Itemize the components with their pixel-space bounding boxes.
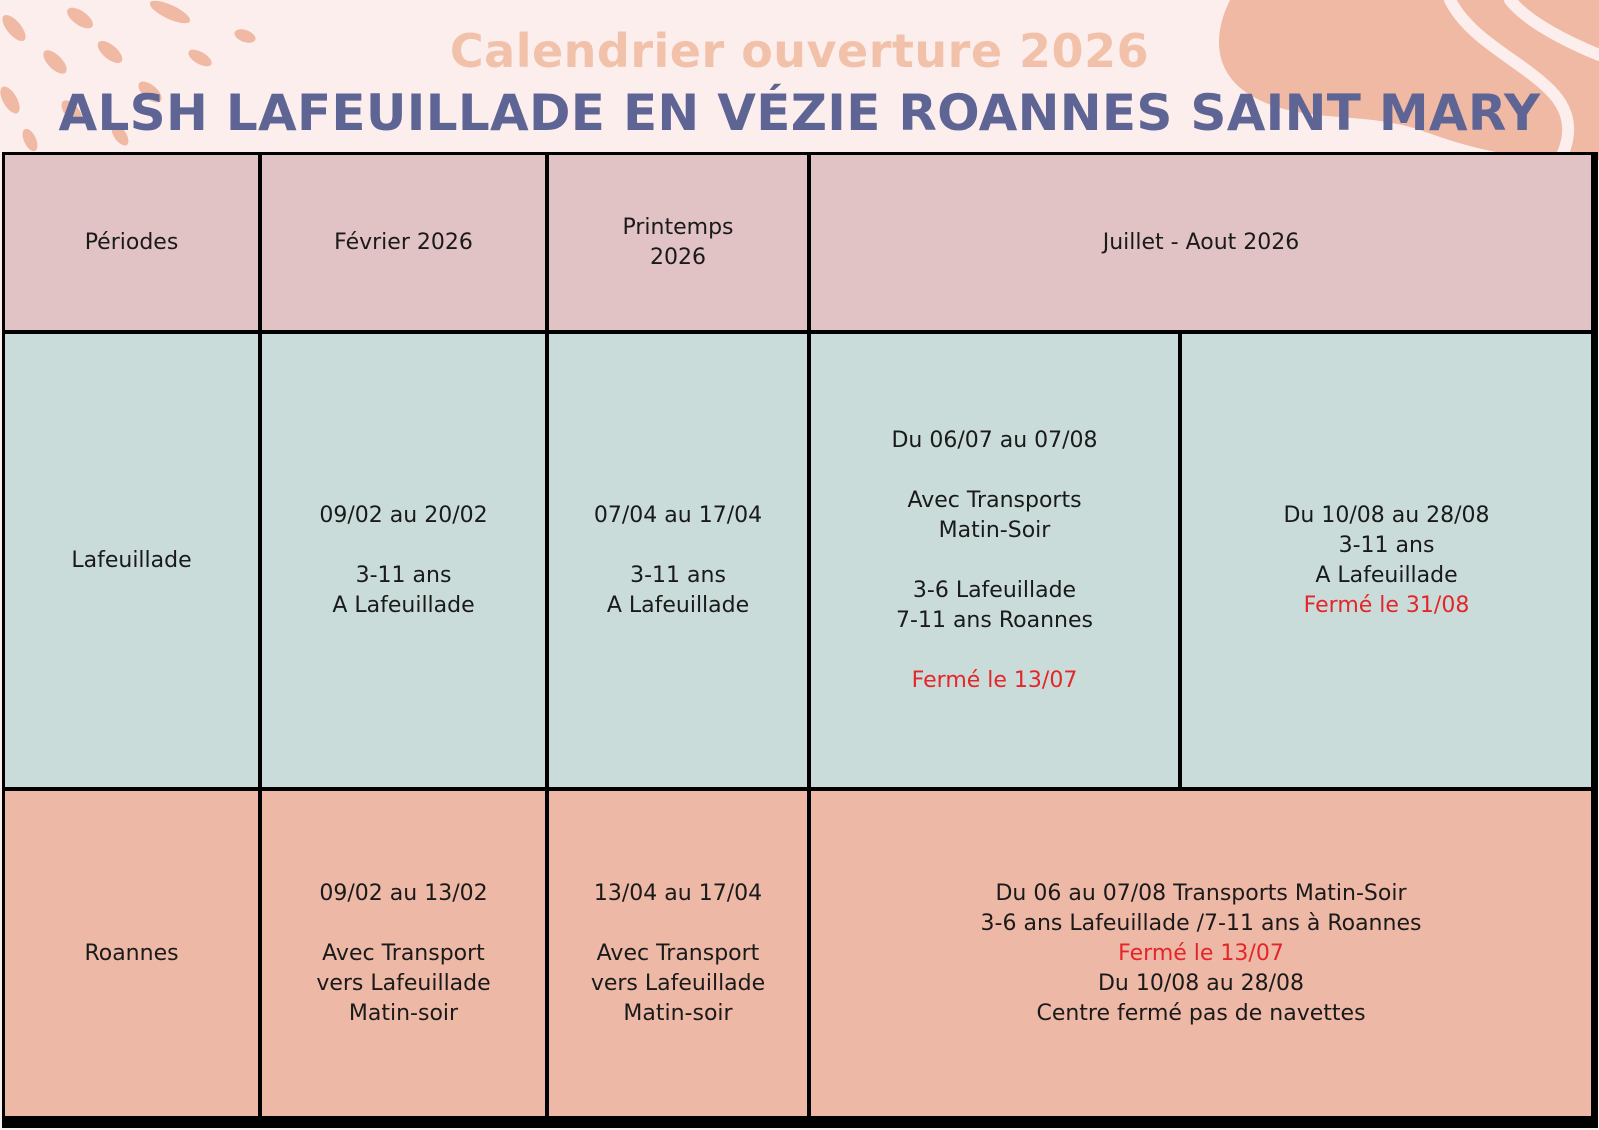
lafeuillade-printemps-lieu: A Lafeuillade bbox=[606, 592, 750, 618]
lafeuillade-aout-dates: Du 10/08 au 28/08 bbox=[1283, 502, 1490, 528]
lafeuillade-fevrier-cell bbox=[262, 334, 545, 787]
roannes-ete-line-2: 3-6 ans Lafeuillade /7-11 ans à Roannes bbox=[980, 910, 1422, 936]
roannes-ete-line-5: Centre fermé pas de navettes bbox=[1036, 1000, 1366, 1026]
header-printemps-label-2: 2026 bbox=[650, 244, 706, 270]
lafeuillade-aout-lieu: A Lafeuillade bbox=[1315, 562, 1458, 588]
roannes-fevrier-cell bbox=[262, 791, 545, 1116]
calendar-table bbox=[2, 152, 1598, 1128]
header-periodes-label: Périodes bbox=[84, 229, 179, 255]
lafeuillade-juillet-groupe-1: 3-6 Lafeuillade bbox=[912, 577, 1077, 603]
lafeuillade-aout-ages: 3-11 ans bbox=[1338, 532, 1435, 558]
roannes-ete-line-4: Du 10/08 au 28/08 bbox=[1097, 970, 1305, 996]
lafeuillade-juillet-transport-1: Avec Transports bbox=[907, 487, 1082, 513]
roannes-printemps-dates: 13/04 au 17/04 bbox=[593, 880, 763, 906]
lafeuillade-aout-cell bbox=[1182, 334, 1591, 787]
roannes-ete-ferme: Fermé le 13/07 bbox=[1118, 940, 1284, 966]
page-header bbox=[0, 0, 1599, 152]
lafeuillade-juillet-groupe-2: 7-11 ans Roannes bbox=[896, 607, 1093, 633]
lafeuillade-printemps-dates: 07/04 au 17/04 bbox=[593, 502, 763, 528]
lafeuillade-label: Lafeuillade bbox=[71, 547, 192, 573]
page-title: ALSH LAFEUILLADE EN VÉZIE ROANNES SAINT MARY bbox=[58, 84, 1541, 142]
lafeuillade-printemps-cell bbox=[549, 334, 807, 787]
roannes-fevrier-transport-2: vers Lafeuillade bbox=[316, 970, 491, 996]
lafeuillade-juillet-transport-2: Matin-Soir bbox=[938, 517, 1051, 543]
lafeuillade-fevrier-dates: 09/02 au 20/02 bbox=[319, 502, 488, 528]
roannes-label: Roannes bbox=[84, 940, 179, 966]
roannes-ete-line-1: Du 06 au 07/08 Transports Matin-Soir bbox=[995, 880, 1407, 906]
roannes-printemps-transport-3: Matin-soir bbox=[623, 1000, 733, 1026]
lafeuillade-fevrier-lieu: A Lafeuillade bbox=[332, 592, 475, 618]
lafeuillade-juillet-dates: Du 06/07 au 07/08 bbox=[891, 427, 1098, 453]
roannes-printemps-transport-1: Avec Transport bbox=[596, 940, 760, 966]
lafeuillade-juillet-ferme: Fermé le 13/07 bbox=[911, 667, 1078, 693]
roannes-fevrier-transport-3: Matin-soir bbox=[348, 1000, 459, 1026]
lafeuillade-juillet-cell bbox=[811, 334, 1178, 787]
roannes-ete-cell bbox=[811, 791, 1591, 1116]
lafeuillade-fevrier-ages: 3-11 ans bbox=[355, 562, 452, 588]
lafeuillade-aout-ferme: Fermé le 31/08 bbox=[1303, 592, 1470, 618]
lafeuillade-printemps-ages: 3-11 ans bbox=[630, 562, 726, 588]
page-subtitle: Calendrier ouverture 2026 bbox=[449, 24, 1150, 78]
header-fevrier bbox=[262, 155, 545, 330]
header-fevrier-label: Février 2026 bbox=[334, 229, 473, 255]
roannes-fevrier-transport-1: Avec Transport bbox=[322, 940, 485, 966]
header-juillet-aout bbox=[811, 155, 1591, 330]
header-printemps-label-1: Printemps bbox=[622, 214, 734, 240]
header-printemps bbox=[549, 155, 807, 330]
roannes-printemps-cell bbox=[549, 791, 807, 1116]
row-label-lafeuillade bbox=[5, 334, 258, 787]
header-juillet-aout-label: Juillet - Aout 2026 bbox=[1102, 229, 1300, 255]
row-label-roannes bbox=[5, 791, 258, 1116]
roannes-printemps-transport-2: vers Lafeuillade bbox=[590, 970, 766, 996]
roannes-fevrier-dates: 09/02 au 13/02 bbox=[319, 880, 488, 906]
header-periodes bbox=[5, 155, 258, 330]
